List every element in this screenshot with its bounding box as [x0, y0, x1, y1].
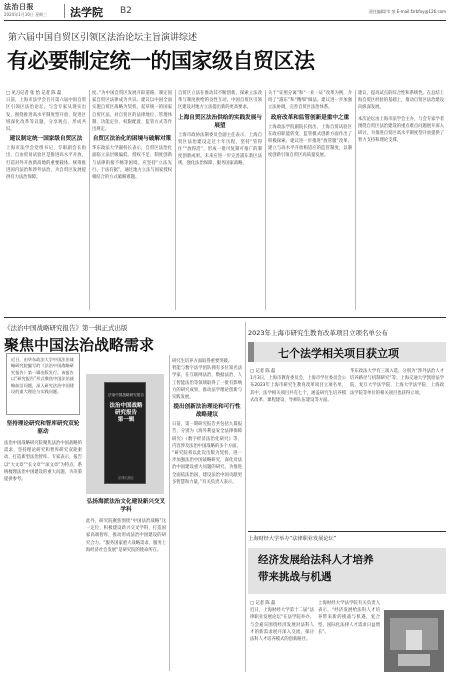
book-title [108, 403, 144, 424]
story1-col5-text-b: 本次论坛由上海市法学会主办，与会专家学者围绕自贸区法治建设的重点难点问题展开深入研讨，为推进自贸区高水平制度型开放提供了智力支持和理论支撑。 [358, 116, 444, 144]
column-divider [175, 90, 176, 310]
story2-kicker: 《法治中国战略研究报告》第一辑正式出版 [4, 324, 128, 332]
column-divider [245, 322, 246, 672]
book-title-text: 法治中国战略研究报告 [109, 403, 143, 416]
story1-column-5 [358, 90, 444, 310]
story2-col3-text-c: 日前，第一期研究报告共包括九篇报告，分别为《海外利益安全法律保障研究》《数字经济法治化研究》等，内容涉及法治中国战略的多个方面。 [172, 422, 242, 449]
story1-subhead-3: 上海自贸区法治供给的实践发展与展望 [178, 114, 262, 129]
column-divider [355, 90, 356, 310]
story4-kicker: 上海财经大学举办“法律职业发展论坛” [248, 536, 337, 542]
story3-col2-text: 华东政法大学有三项入选，分别为“涉外法治人才培养路径与机制研究”等；上海交通大学凯原法学院、复旦大学法学院、上海大学法学院、上海政法学院等单位的相关项目也获得立项。 [350, 369, 444, 396]
story2-subhead-1: 坚持理论研究和智库研究双轮驱动 [6, 421, 80, 435]
story3-title: 七个法学相关项目获立项 [278, 347, 399, 360]
story4-col2-text: 上海财经大学法学院有关负责人表示，“经济发展给法科人才培养带来新的挑战与机遇，复合型、国际化法律人才需求日益增长”。 [318, 601, 380, 635]
issue-date: 2024年1月10日 星期三 [4, 12, 48, 17]
book-publisher: 法律出版社 [118, 476, 134, 480]
book-series: 法治中国战略研究报告 [108, 393, 144, 397]
header-divider [64, 4, 65, 18]
story1-col2-text-b: 华东政法大学副校长表示，自贸区法治化面临立法层级偏低、授权不足、制度创新与法律衔接不畅等困境。应坚持“立法先行、于法有据”，通过地方立法与国家授权相结合的方式破解难题。 [92, 146, 172, 181]
story4-column-1 [250, 600, 314, 672]
story2-col3-text-b: 智能与数字法学团队拥有多位知名法学家，在互联网法治、数据法治、人工智能法治等领域取得了一批有影响力的研究成果，推动法学理论创新与实践发展。 [172, 366, 242, 401]
story3-col1-text: 1月3日，上海市教育委员会、上海市学位委员会公布2023年上海市研究生教育改革项目立项名单，其中，法学相关项目共有七个，涵盖研究生培养模式改革、课程建设、导师队伍建设等方面。 [250, 376, 346, 403]
story2-column-2 [86, 518, 166, 670]
story4-col1-text: 近日，上海财经大学第十二届“法律职业发展论坛”在法学院举办。与会嘉宾围绕经济发展对法科人才的新需求展开深入交流，探讨法科人才培养模式的创新路径。 [250, 608, 314, 643]
story3-column-1 [250, 368, 346, 528]
story3-title-box [248, 342, 446, 362]
story2-subhead-3: 提出创新法治理论和可行性战略建议 [173, 404, 241, 419]
story1-column-2 [92, 90, 172, 310]
story2-col2-text: 此外，研究院聚焦围绕“中国法治战略”这一定位，积极建设新兴交叉学科，打造国家高端智库，推动形成法治中国建设的研究合力。“服务国家重大战略需求、服务上海经济社会发展”是研究院的使命所在。 [86, 519, 166, 553]
page-number: B2 [120, 6, 132, 16]
event-photo [384, 610, 444, 672]
story1-col5-text-a: 建议，提高试点的综合性和系统性。在总结上海自贸区经验的基础上，推动自贸区法治建设向纵深发展。 [358, 91, 444, 111]
story2-col3-text-a: 研究生培养方面取得重要突破。 [172, 359, 233, 364]
section-title: 法学院 [70, 6, 103, 19]
photo-podium [406, 630, 422, 650]
story1-col3-text-b: 上海市政协法制委员会副主任表示，上海自贸区法治建设走过十年历程，坚持“管得住”“放得活”，形成一批可复制可推广的制度创新成果。未来应进一步完善浦东新区法规，强化法治保障，服务国家战略。 [178, 132, 262, 167]
section-rule [4, 317, 446, 318]
column-divider [89, 90, 90, 310]
story1-column-3 [178, 90, 262, 310]
story1-col1-text-b: 上海市法学会党组书记、专职副会长指出，自由贸易试验区是推进高水平开放、打造对外开放新高地的重要载体。统筹推进国内法治和涉外法治，为自贸区发展提供有力法治保障。 [6, 146, 86, 181]
page-header [4, 2, 446, 21]
story2-col4-text: “研究院将以此次出版为契机，进一步加强法治中国战略研究，深化对法治中国建设重大问题的研究，为推进全面依法治国、建设法治中国贡献更多智慧和力量。”有关负责人表示。 [172, 451, 242, 485]
story1-column-4 [268, 90, 352, 310]
story4-title-line-2: 带来挑战与机遇 [258, 571, 332, 583]
newspaper-logo: 法治日报 [4, 2, 34, 11]
story3-kicker: 2023年上海市研究生教育改革项目立项名单公布 [248, 329, 389, 337]
title-accent-bar [248, 342, 254, 362]
story2-intro-box [6, 353, 80, 415]
photo-table [398, 654, 430, 666]
story1-col4-text-b: 上海政法学院副院长指出，上海自贸试验区在政府职能转变、监管模式创新方面作出了积极探索。建议进一步推进“放管服”改革，建立与高水平开放相适应的监管制度，以制度创新引领自贸区高质量发展。 [268, 124, 352, 159]
story2-column-3 [172, 358, 242, 670]
story1-column-1 [6, 90, 86, 310]
story1-subhead-4: 政府改革和监管创新是重中之重 [270, 114, 350, 121]
editor-credit: 责任编辑/韦 荣 E-mail:fzrbfxy@126.com [368, 9, 446, 14]
story1-kicker: 第六届中国自贸区引领区法治论坛主旨演讲综述 [8, 33, 198, 43]
story1-headline: 有必要制定统一的国家级自贸区法 [7, 48, 315, 73]
story2-col1-text: 法治中国战略研究院聚焦法治中国战略的需求，坚持理论研究和智库研究双轮驱动，打造新型法治智库。专家表示，报告以“大文章”“长文章”“深文章”为特点，系统梳理法治中国建设的重大问题，为决策提供参考。 [4, 441, 82, 483]
story1-subhead-1: 建议制定统一国家级自贸区法 [9, 136, 83, 143]
story4-column-2 [318, 600, 380, 672]
story2-column-1 [4, 440, 82, 670]
story1-col2-text-a: 度。”为中国自贸区发展开辟道路，制定国家自贸区法律成为共识。建议以中国全面实施自贸区战略为契机，起草统一的国家自贸区法，对自贸区的法律地位、管理体制、功能定位、权限配置、监管方式等作出规定。 [92, 91, 172, 133]
book-cover-image [86, 374, 164, 494]
story1-byline: □ 见习记者 张 怡 记者 陈 磊 [6, 91, 62, 96]
book-cover [104, 382, 146, 484]
section-rule [248, 531, 446, 532]
story3-byline: □ 记者 陈 磊 [250, 369, 276, 374]
column-divider [169, 355, 170, 671]
story1-col4-text-a: 关于“证照分离”和“一业一证”改革为例，介绍了“浦东”和“精细”做法。建议进一步加强立法协调，完善自贸区法治体系。 [268, 91, 352, 111]
story4-byline: □ 记者 陈 磊 [250, 601, 276, 606]
story4-title-box [248, 548, 446, 594]
column-divider [265, 90, 266, 310]
story2-headline: 聚焦中国法治战略需求 [4, 336, 155, 354]
story1-col3-text-a: 自贸区立法在推动其不断创新，探索立法改革与制度供给的良性互动。中国自贸区引领区建设对地方立法提出新的更高要求。 [178, 91, 262, 111]
story2-intro-text: 近日，由华东政法大学中国法治战略研究院编写的《法治中国战略研究报告》第一辑出版发行。该报告以“研究报告”形式聚焦中国法治战略前沿问题，深入研究法治中国建设的重大理论与实践问题。 [11, 357, 74, 395]
story3-column-2 [350, 368, 444, 528]
story1-subhead-2: 自贸区法治化的困境与破解对策 [92, 136, 172, 143]
book-volume: 第一辑 [117, 417, 135, 423]
story4-title-line-1: 经济发展给法科人才培养 [258, 554, 374, 566]
story2-subhead-2: 弘扬海派法治文化建设新兴交叉学科 [86, 499, 166, 513]
story1-col1-text-a: 日前，上海市法学会召开第六届中国自贸区引领区法治论坛。与会专家从现实出发，围绕推进高水平制度型开放、促进区域深化改革等议题，分享观点，形成共识。 [6, 98, 86, 133]
